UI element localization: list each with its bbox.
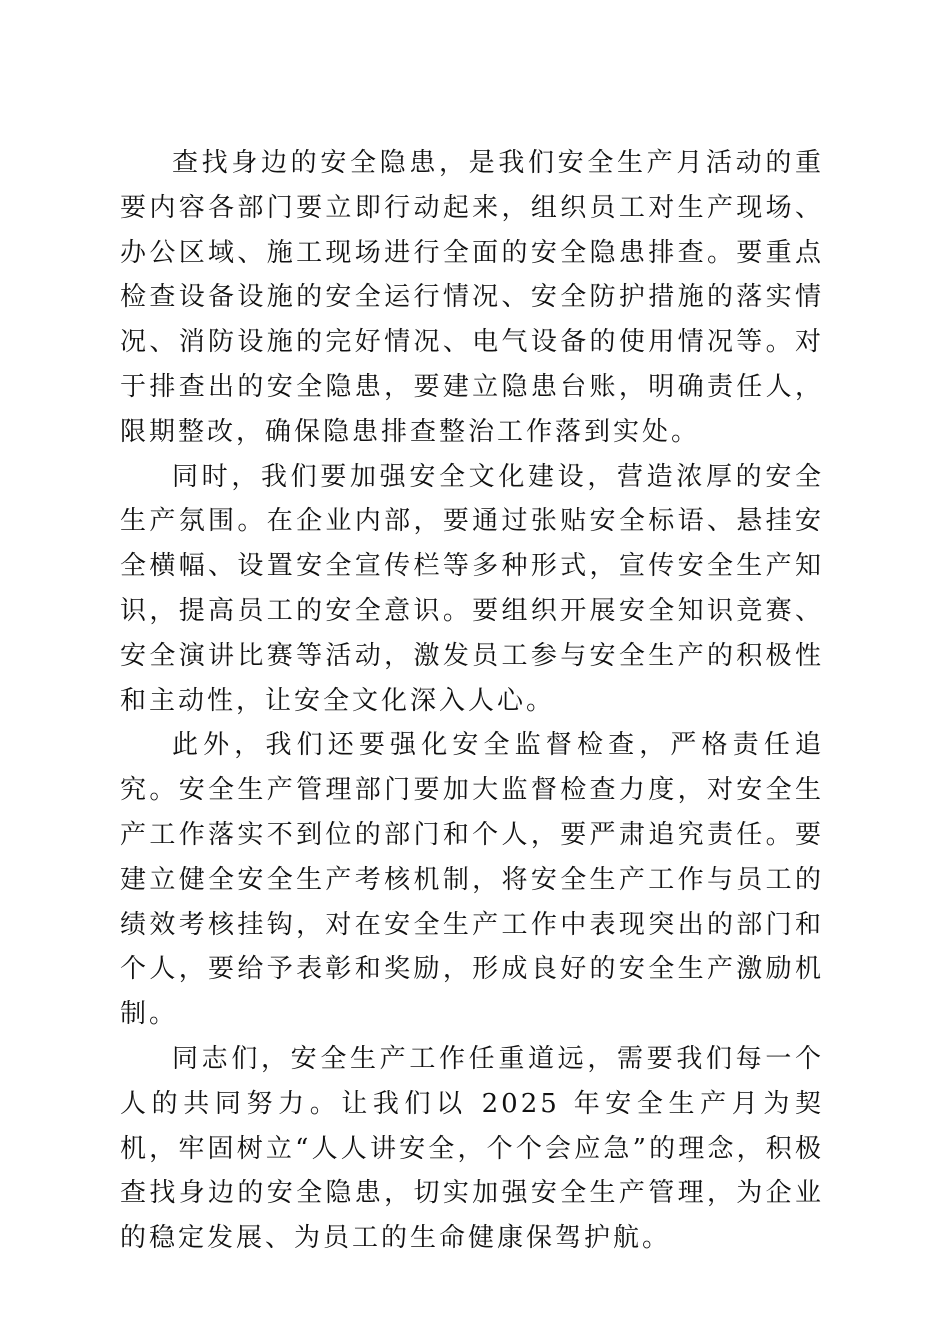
document-body bbox=[120, 141, 824, 1261]
paragraph-supervision: 此外，我们还要强化安全监督检查，严格责任追究。安全生产管理部门要加大监督检查力度，对安全生产工作落实不到位的部门和个人，要严肃追究责任。要建立健全安全生产考核机制，将安全生产工作与员工的绩效考核挂钩，对在安全生产工作中表现突出的部门和个人，要给予表彰和奖励，形成良好的安全生产激励机制。 bbox=[120, 730, 824, 1030]
paragraph-safety-culture: 同时，我们要加强安全文化建设，营造浓厚的安全生产氛围。在企业内部，要通过张贴安全标语、悬挂安全横幅、设置安全宣传栏等多种形式，宣传安全生产知识，提高员工的安全意识。要组织开展安全知识竞赛、安全演讲比赛等活动，激发员工参与安全生产的积极性和主动性，让安全文化深入人心。 bbox=[120, 461, 824, 716]
paragraph-conclusion: 同志们，安全生产工作任重道远，需要我们每一个人的共同努力。让我们以 2025 年安全生产月为契机，牢固树立“人人讲安全，个个会应急”的理念，积极查找身边的安全隐患，切实加强安全生产管理，为企业的稳定发展、为员工的生命健康保驾护航。 bbox=[120, 1043, 824, 1254]
paragraph-hazard-inspection: 查找身边的安全隐患，是我们安全生产月活动的重要内容各部门要立即行动起来，组织员工对生产现场、办公区域、施工现场进行全面的安全隐患排查。要重点检查设备设施的安全运行情况、安全防护措施的落实情况、消防设施的完好情况、电气设备的使用情况等。对于排查出的安全隐患，要建立隐患台账，明确责任人，限期整改，确保隐患排查整治工作落到实处。 bbox=[120, 148, 824, 447]
